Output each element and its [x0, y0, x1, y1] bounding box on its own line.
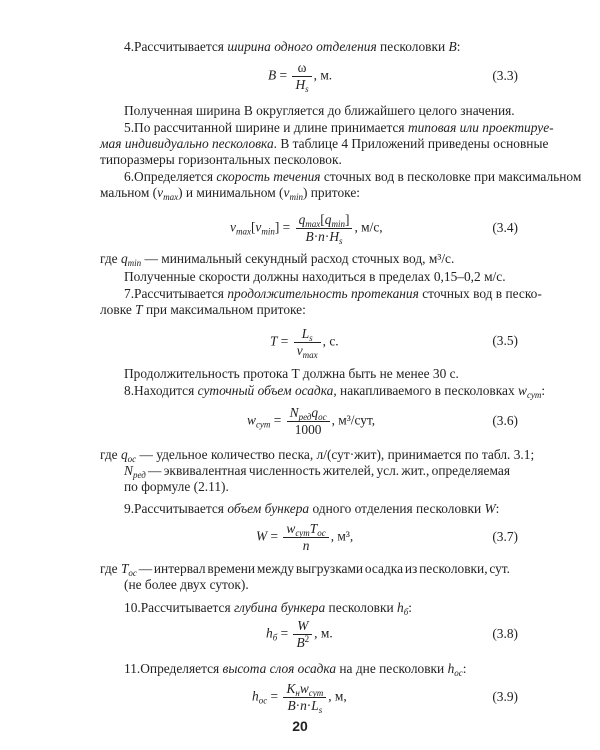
paragraph-5-line1: 5.По рассчитанной ширине и длине принимается типовая или проектируе- — [124, 120, 554, 135]
equation-number: (3.8) — [492, 626, 518, 641]
equation-number: (3.7) — [492, 529, 518, 544]
paragraph-duration: Продолжительность протока T должна быть не менее 30 с. — [124, 366, 459, 381]
equation-3-7: W = $\frac{w_{сут}T_{ос}}{n}$ , м³, — [256, 521, 354, 553]
equation-3-4: $v_{max}[v_{min}]$ = $\frac{q_{max}[q_{min}]}{B\cdot n\cdot H_s}$ , м/с, — [230, 212, 383, 246]
equation-3-8: $h_б$ = $\frac{W}{B^2}$ , м. — [266, 618, 333, 650]
equation-number: (3.5) — [492, 333, 518, 348]
equation-3-9: $h_{ос}$ = $\frac{K_нw_{сут}}{B\cdot n\cdot L_s}$ , м, — [252, 681, 347, 715]
equation-3-5: T = $\frac{L_s}{v_{max}}$ , с. — [270, 326, 339, 360]
paragraph-5-line2: мая индивидуально песколовка. В таблице 4 Приложений приведены основные — [100, 136, 549, 151]
paragraph-9: 9.Рассчитывается объем бункера одного отделения песколовки W: — [124, 501, 500, 516]
definition-q-min: где $q_{min}$ — минимальный секундный расход сточных вод, м³/с. — [100, 251, 455, 268]
equation-3-3: B = $\frac{\omega}{H_s}$ , м. — [268, 60, 333, 94]
paragraph-5-line3: типоразмеры горизонтальных песколовок. — [100, 152, 342, 167]
equation-number: (3.4) — [492, 220, 518, 235]
definition-n-red: $N_{ред}$ — эквивалентная численность жителей, усл. жит., определяемая — [124, 463, 510, 480]
page-number: 20 — [292, 718, 308, 734]
equation-number: (3.6) — [492, 413, 518, 428]
equation-number: (3.9) — [492, 689, 518, 704]
paragraph-speed-limits: Полученные скорости должны находиться в пределах 0,15–0,2 м/с. — [124, 269, 506, 284]
paragraph-10: 10.Рассчитывается глубина бункера песколовки $h_б$: — [124, 600, 412, 617]
paragraph-b-round: Полученная ширина B округляется до ближайшего целого значения. — [124, 103, 515, 118]
definition-t-os-line2: (не более двух суток). — [124, 577, 249, 592]
paragraph-11: 11.Определяется высота слоя осадка на дне песколовки $h_{ос}$: — [124, 661, 467, 678]
paragraph-6-line2: мальном $(v_{max})$ и минимальном $(v_{min})$ притоке: — [100, 185, 360, 202]
definition-t-os: где $T_{ос}$ — интервал времени между выгрузками осадка из песколовки, сут. — [100, 561, 510, 578]
equation-3-6: $w_{сут}$ = $\frac{N_{ред}q_{ос}}{1000}$ , м³/сут, — [247, 405, 376, 437]
equation-number: (3.3) — [492, 68, 518, 83]
paragraph-6-line1: 6.Определяется скорость течения сточных вод в песколовке при максимальном — [124, 169, 582, 184]
paragraph-8: 8.Находится суточный объем осадка, накапливаемого в песколовках $w_{сут}$: — [124, 383, 546, 400]
definition-n-red-line2: по формуле (2.11). — [124, 479, 229, 494]
paragraph-4: 4.Рассчитывается ширина одного отделения песколовки B: — [124, 39, 461, 54]
paragraph-7-line1: 7.Рассчитывается продолжительность протекания сточных вод в песко- — [124, 286, 542, 301]
paragraph-7-line2: ловке T при максимальном притоке: — [100, 302, 306, 317]
definition-q-os: где $q_{ос}$ — удельное количество песка, л/(сут·жит), принимается по табл. 3.1; — [100, 447, 535, 464]
